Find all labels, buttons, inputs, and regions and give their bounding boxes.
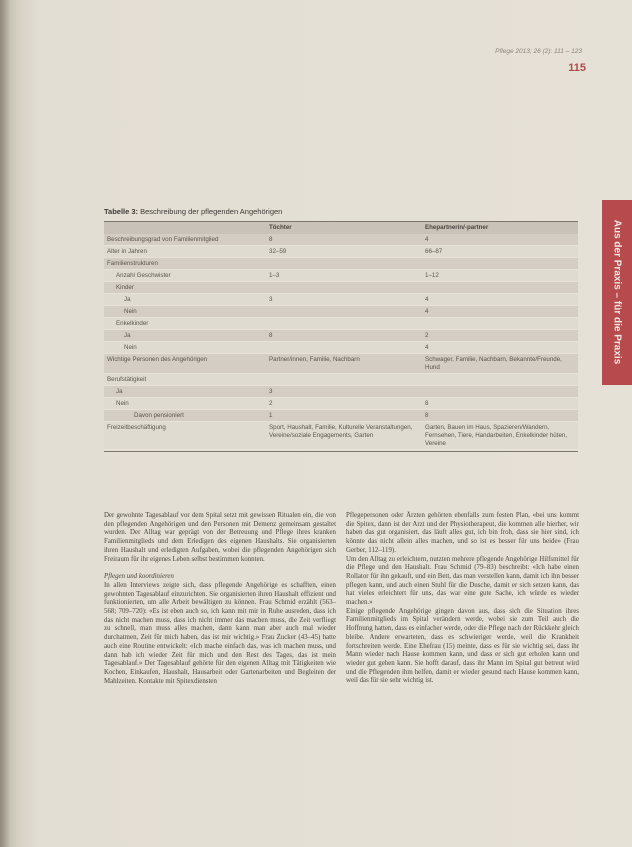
row-spouse-cell: 4: [422, 294, 578, 306]
table-row: [104, 422, 578, 450]
table-row: [104, 342, 578, 354]
row-label-cell: Ja: [104, 386, 266, 398]
section-side-tab-label: Aus der Praxis – für die Praxis: [611, 219, 623, 365]
table-row: [104, 258, 578, 270]
row-daughters-cell: Sport, Haushalt, Familie, Kulturelle Veranstaltungen, Vereine/soziale Engagements, Garten: [266, 422, 422, 450]
table-body: [104, 234, 578, 450]
row-label-cell: Familienstrukturen: [104, 258, 266, 270]
table-row: [104, 386, 578, 398]
table-caption: [104, 207, 282, 216]
row-spouse-cell: [422, 282, 578, 294]
row-label-cell: Nein: [104, 306, 266, 318]
table-row: [104, 318, 578, 330]
table-caption-text: Beschreibung der pflegenden Angehörigen: [138, 207, 283, 216]
row-daughters-cell: 8: [266, 234, 422, 246]
row-spouse-cell: Garten, Bauen im Haus, Spazieren/Wandern, Fernsehen, Tiere, Handarbeiten, Enkelkinder hüten, Vereine: [422, 422, 578, 450]
body-paragraph: Der gewohnte Tagesablauf vor dem Spital setzt mit gewissen Ritualen ein, die von den pflegenden Angehörigen und den Personen mit Demenz gemeinsam gestaltet wurden. Der Alltag war geprägt von der Betreuung und Pflege ihres kranken Familienmitglieds und dem Erledigen des eigenen Haushalts. Sie organisierten ihren Haushalt und erledigten Aufgaben, wobei die pflegenden Angehörigen sich Freiraum für ihr eigenes Leben selbst bestimmen konnten.: [104, 512, 336, 563]
table-row: [104, 270, 578, 282]
page-gutter-shadow: [0, 0, 10, 847]
table-row: [104, 354, 578, 374]
row-label-cell: Beschreibungsgrad von Familienmitglied: [104, 234, 266, 246]
row-spouse-cell: 4: [422, 306, 578, 318]
row-label-cell: Enkelkinder: [104, 318, 266, 330]
row-daughters-cell: [266, 342, 422, 354]
body-paragraph: Um den Alltag zu erleichtern, nutzten mehrere pflegende Angehörige Hilfsmittel für die Pflege und den Haushalt. Frau Schmid (79–83) beschreibt: «Ich habe einen Rollator für ihn gekauft, und ein Bett, das man verstellen kann, damit ich ihn besser pflegen kann, und auch einen Stuhl für die Dusche, damit er sich setzen kann, das hat vieles erleichtert für uns, das war eine gute Sache, ich würde es wieder machen.»: [346, 555, 579, 607]
page-number: 115: [568, 62, 586, 74]
row-spouse-cell: [422, 374, 578, 386]
row-spouse-cell: [422, 258, 578, 270]
body-column-left: [104, 512, 336, 686]
row-spouse-cell: 4: [422, 342, 578, 354]
table-header-cell: Ehepartnerin/-partner: [422, 222, 578, 234]
row-label-cell: Wichtige Personen des Angehörigen: [104, 354, 266, 374]
table-row: [104, 246, 578, 258]
table-row: [104, 330, 578, 342]
row-daughters-cell: 8: [266, 330, 422, 342]
row-label-cell: Nein: [104, 342, 266, 354]
row-spouse-cell: 66–87: [422, 246, 578, 258]
section-subheading: Pflegen und koordinieren: [104, 573, 174, 581]
row-daughters-cell: 32–59: [266, 246, 422, 258]
body-paragraph: In allen Interviews zeigte sich, dass pflegende Angehörige es schafften, einen gewohnten Tagesablauf einzurichten. Sie organisierten ihren Haushalt effizient und funktionierten, um alle Arbeit bewältigen zu können. Frau Schmid erzählt (563–568; 709–720): «Es ist eben auch so, ich kann mit mir in Ruhe ausreden, dass ich das nicht machen muss, dass ich nicht immer das machen muss, die Zeit verfliegt zu schnell, man muss alles machen, dann kann man aber auch mal wieder durchatmen, Zeit für mich haben, das ist mir wichtig.» Frau Zucker (43–45) hatte auch eine Routine entwickelt: «Ich mache einfach das, was ich machen muss, und dann hab ich wieder Zeit für mich und den Rest des Tages, das ist mein Tagesablauf.» Der Tagesablauf gehörte für den eigenen Alltag mit Tätigkeiten wie Kochen, Einkaufen, Haushalt, Hausarbeit oder Gartenarbeiten und Begleiten der Mahlzeiten. Kontakte mit Spitexdiensten: [104, 581, 336, 685]
body-paragraph: Einige pflegende Angehörige gingen davon aus, dass sich die Situation ihres Familienmitglieds im Spital verändern werde, wobei sie zum Teil auch die Hoffnung hatten, dass es einfacher werde, oder die Pflege nach der Rückkehr gleich bleibe. Andere erwarteten, dass es schwieriger werde, weil die Krankheit fortschreiten werde. Eine Ehefrau (15) meinte, dass es für sie wichtig sei, dass ihr Mann wieder nach Hause kommen kann, und dass er sich gut erholen kann und wieder gut gehen kann. Sie hofft darauf, dass ihr Mann im Spital gut betreut wird und die Pflegenden ihm helfen, damit er wieder gesund nach Hause kommen kann, weil das für sie sehr wichtig ist.: [346, 607, 579, 685]
running-head: Pflege 2013; 26 (2): 111 – 123: [495, 48, 582, 55]
table-row: [104, 410, 578, 422]
table-row: [104, 282, 578, 294]
table-header-cell: Töchter: [266, 222, 422, 234]
body-column-right: [346, 512, 579, 686]
table-header-cell: [104, 222, 266, 234]
row-label-cell: Freizeitbeschäftigung: [104, 422, 266, 450]
row-spouse-cell: [422, 386, 578, 398]
row-spouse-cell: 2: [422, 330, 578, 342]
row-spouse-cell: 8: [422, 398, 578, 410]
row-daughters-cell: 3: [266, 386, 422, 398]
table-bottom-rule: [104, 451, 578, 452]
table-row: [104, 306, 578, 318]
row-daughters-cell: 1: [266, 410, 422, 422]
row-daughters-cell: [266, 318, 422, 330]
table-caption-number: Tabelle 3:: [104, 207, 139, 216]
row-label-cell: Nein: [104, 398, 266, 410]
table-row: [104, 398, 578, 410]
table-header-row: [104, 222, 578, 234]
row-daughters-cell: [266, 306, 422, 318]
row-spouse-cell: Schwager, Familie, Nachbarn, Bekannte/Freunde, Hund: [422, 354, 578, 374]
row-label-cell: Anzahl Geschwister: [104, 270, 266, 282]
section-side-tab: [602, 200, 632, 385]
table-row: [104, 234, 578, 246]
row-label-cell: Berufstätigkeit: [104, 374, 266, 386]
row-daughters-cell: 3: [266, 294, 422, 306]
caregiver-table: [104, 222, 578, 450]
row-daughters-cell: 1–3: [266, 270, 422, 282]
row-daughters-cell: [266, 374, 422, 386]
row-daughters-cell: [266, 258, 422, 270]
row-label-cell: Davon pensioniert: [104, 410, 266, 422]
table-row: [104, 294, 578, 306]
row-label-cell: Kinder: [104, 282, 266, 294]
row-daughters-cell: [266, 282, 422, 294]
row-daughters-cell: 2: [266, 398, 422, 410]
row-spouse-cell: 8: [422, 410, 578, 422]
row-daughters-cell: Partner/innen, Familie, Nachbarn: [266, 354, 422, 374]
row-spouse-cell: 4: [422, 234, 578, 246]
table-row: [104, 374, 578, 386]
row-label-cell: Alter in Jahren: [104, 246, 266, 258]
row-spouse-cell: 1–12: [422, 270, 578, 282]
row-label-cell: Ja: [104, 330, 266, 342]
row-spouse-cell: [422, 318, 578, 330]
row-label-cell: Ja: [104, 294, 266, 306]
body-paragraph: Pflegepersonen oder Ärzten gehörten ebenfalls zum festen Plan, «bei uns kommt die Spitex, dann ist der Arzt und der Physiotherapeut, die kommen alle hierher, wir haben das gut organisiert, das läuft alles gut, ich bin froh, dass sie hier sind, ich könnte das nicht allein alles machen, und so ist es besser für uns beide» (Frau Gerber, 112–119).: [346, 512, 579, 554]
